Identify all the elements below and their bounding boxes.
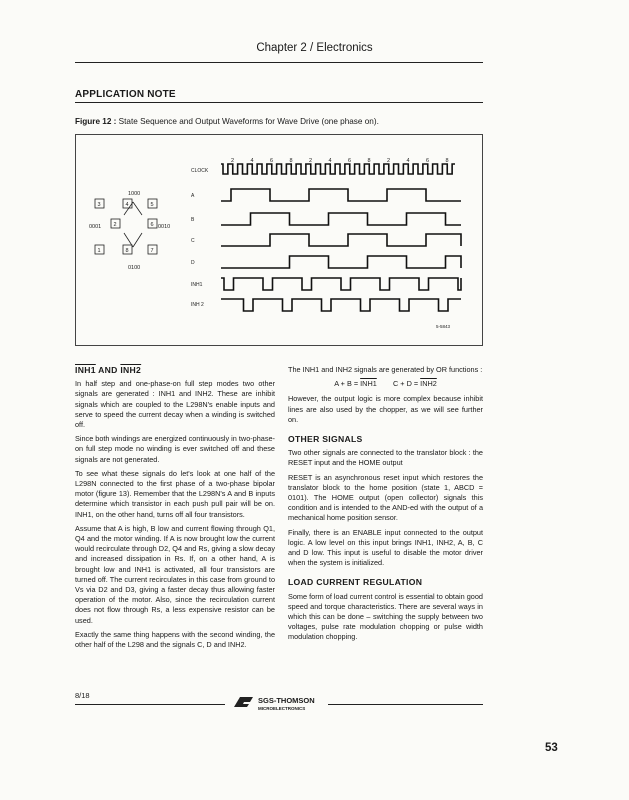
- clock-count: 8: [289, 158, 293, 164]
- brand-subtitle: MICROELECTRONICS: [258, 706, 306, 711]
- other-signals-heading: OTHER SIGNALS: [288, 434, 363, 445]
- load-current-heading: LOAD CURRENT REGULATION: [288, 577, 423, 588]
- heading-inh1: INH1: [75, 365, 96, 375]
- clock-waveform: [221, 164, 455, 174]
- step-number: 7: [150, 248, 154, 254]
- left-paragraph-5: Exactly the same thing happens with the second winding, the other half of the L298 and the signals C, D and INH2.: [75, 629, 275, 650]
- right-paragraph-2: However, the output logic is more complex because inhibit lines are also used by the chopper, as we will see further on.: [288, 394, 483, 424]
- state-label-0010: 0010: [158, 224, 171, 230]
- signal-label-inh2: INH 2: [191, 302, 204, 308]
- footer-rule-right: [328, 704, 483, 705]
- brand-name: SGS-THOMSON: [258, 696, 315, 705]
- figure-caption-text: State Sequence and Output Waveforms for Wave Drive (one phase on).: [116, 117, 379, 126]
- inh1-waveform: [221, 278, 461, 290]
- phase-d-waveform: [221, 256, 461, 268]
- eq2-rhs: INH2: [420, 379, 437, 389]
- state-label-1000: 1000: [128, 191, 141, 197]
- left-paragraph-4: Assume that A is high, B low and current flowing through Q1, Q4 and the motor winding. If A is now brought low the current would recirculate through D2, Q4 and Rs, giving a slow decay and increased dissipation in Rs. If, on a other hand, A is brought low and INH1 is activated, all four transistors are turned off. The current recirculates in this case from ground to Vs via D2 and D3, giving a faster decay thus allowing faster operation of the motor. Also, since the recirculation current does not flow through Rs, a less expensive resistor can be used.: [75, 523, 275, 625]
- left-paragraph-2: Since both windings are energized continuously in two-phase-on full step mode no winding is ever switched off and these signals are not generated.: [75, 434, 275, 464]
- figure-ref: 5-5843: [436, 324, 451, 329]
- figure-caption-label: Figure 12 :: [75, 117, 117, 126]
- clock-count: 2: [309, 158, 313, 164]
- clock-count: 8: [367, 158, 371, 164]
- state-arrow: [133, 233, 142, 247]
- signal-label-b: B: [191, 217, 195, 223]
- clock-count: 8: [445, 158, 449, 164]
- signal-labels: [191, 168, 209, 308]
- section-heading: APPLICATION NOTE: [75, 89, 176, 100]
- left-paragraph-3: To see what these signals do let's look at one half of the L298N connected to the first phase of a two-phase bipolar motor (figure 13). Remember that the L298N's A and B inputs determine which transistor in each push pull pair will be on. INH1, on the other hand, turns off all four transistors.: [75, 468, 275, 519]
- inh2-waveform: [221, 299, 461, 311]
- phase-b-waveform: [221, 213, 461, 225]
- clock-count-labels: [231, 158, 449, 164]
- heading-and: AND: [95, 365, 121, 375]
- clock-count: 6: [426, 158, 430, 164]
- clock-count: 2: [387, 158, 391, 164]
- state-arrow: [133, 202, 142, 215]
- clock-count: 6: [348, 158, 352, 164]
- step-number: 3: [97, 202, 101, 208]
- section-rule: [75, 102, 483, 103]
- right-paragraph-5: Finally, there is an ENABLE input connected to the output logic. A low level on this input brings INH1, INH2, A, B, C and D low. This input is useful to disable the motor driver when the system is initialized.: [288, 527, 483, 568]
- left-paragraph-1: In half step and one-phase-on full step modes two other signals are generated : INH1 and INH2. These are inhibit signals which are coupled to the L298N's enable inputs and serve to speed the current decay when a winding is switched off.: [75, 379, 275, 430]
- chapter-title: Chapter 2 / Electronics: [256, 42, 373, 54]
- step-number: 1: [97, 248, 101, 254]
- right-paragraph-4: RESET is an asynchronous reset input which restores the translator block to the home position (state 1, ABCD = 0101). The HOME output (open collector) signals this condition and is intended to the AND-ed with the output of a mechanical home position sensor.: [288, 472, 483, 523]
- clock-count: 2: [231, 158, 235, 164]
- page-ref: 8/18: [75, 691, 90, 700]
- eq2-lhs: C + D =: [393, 379, 421, 389]
- clock-count: 4: [406, 158, 410, 164]
- heading-inh2: INH2: [120, 365, 142, 375]
- state-diagram: [89, 191, 170, 271]
- step-number: 5: [150, 202, 154, 208]
- inhibit-heading: [75, 365, 275, 375]
- right-paragraph-6: Some form of load current control is essential to obtain good speed and torque characteristics. There are several ways in which this can be done – switching the supply between two voltages, pulse rate modulation chopping or pulse width modulation chopping.: [288, 591, 483, 642]
- right-paragraph-1: The INH1 and INH2 signals are generated by OR functions :: [288, 365, 483, 374]
- state-label-0100: 0100: [128, 265, 141, 271]
- footer-rule-left: [75, 704, 225, 705]
- figure-caption: [75, 117, 379, 126]
- header-rule: [75, 62, 483, 63]
- right-paragraph-3: Two other signals are connected to the translator block : the RESET input and the HOME output: [288, 448, 483, 468]
- page-number: 53: [545, 742, 558, 754]
- signal-label-a: A: [191, 193, 195, 199]
- waveform-figure: [76, 135, 482, 345]
- waveforms: [221, 164, 461, 311]
- phase-c-waveform: [221, 234, 461, 246]
- st-logo-icon: [232, 695, 254, 709]
- signal-label-clock: CLOCK: [191, 168, 209, 174]
- signal-label-c: C: [191, 238, 195, 244]
- left-column: [75, 365, 275, 654]
- brand-logo: [258, 697, 315, 713]
- step-number: 4: [125, 202, 129, 208]
- signal-label-d: D: [191, 260, 195, 266]
- step-number: 2: [113, 222, 117, 228]
- step-number: 8: [125, 248, 129, 254]
- clock-count: 4: [328, 158, 332, 164]
- step-number: 6: [150, 222, 154, 228]
- figure-12: [75, 134, 483, 346]
- or-equations: [288, 379, 483, 389]
- signal-label-inh1: INH1: [191, 282, 203, 288]
- eq1-lhs: A + B =: [334, 379, 361, 389]
- phase-a-waveform: [221, 189, 461, 201]
- right-column: [288, 365, 483, 647]
- state-label-0001: 0001: [89, 224, 102, 230]
- clock-count: 4: [250, 158, 254, 164]
- eq1-rhs: INH1: [360, 379, 377, 389]
- clock-count: 6: [270, 158, 274, 164]
